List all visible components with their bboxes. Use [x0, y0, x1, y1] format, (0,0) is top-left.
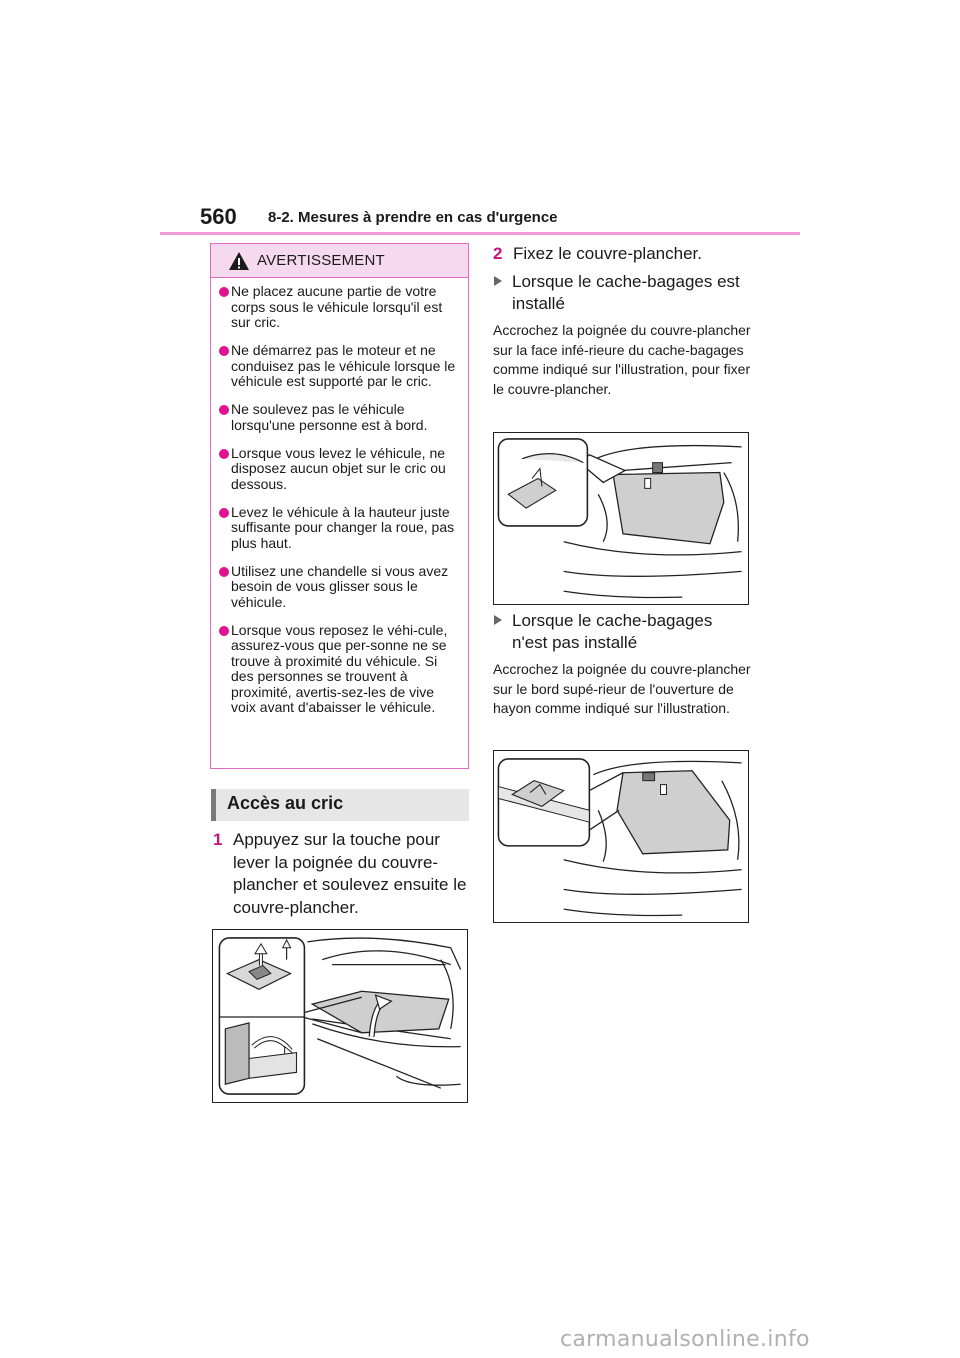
warning-box: [210, 243, 469, 769]
step-1: [213, 829, 469, 917]
case-description-without-cover: Accrochez la poignée du couvre-plancher sur le bord supé-rieur de l'ouverture de hayon comme indiqué sur l'illustration.: [493, 661, 751, 716]
illustration-lift-floor-cover: [212, 929, 468, 1103]
page-number: 560: [200, 204, 237, 229]
bullet-dot-icon: [219, 346, 229, 356]
trunk-floor-cover-illustration: [213, 930, 467, 1102]
warning-item: Utilisez une chandelle si vous avez besoin de vous glisser sous le véhicule.: [219, 564, 458, 611]
illustration-cover-with-tonneau: [493, 432, 749, 605]
bullet-dot-icon: [219, 626, 229, 636]
bullet-dot-icon: [219, 449, 229, 459]
header-divider: [160, 232, 800, 235]
illustration-cover-without-tonneau: [493, 750, 749, 923]
warning-triangle-icon: [228, 251, 250, 271]
case-description-with-cover: Accrochez la poignée du couvre-plancher sur la face infé-rieure du cache-bagages comme indiqué sur l'illustration, pour fixer le couvre-plancher.: [493, 322, 751, 397]
section-title: 8-2. Mesures à prendre en cas d'urgence: [268, 209, 558, 226]
tonneau-installed-illustration: [494, 433, 748, 604]
triangle-bullet-icon: [494, 615, 502, 625]
subheading-label: Accès au cric: [227, 793, 344, 813]
warning-title: AVERTISSEMENT: [257, 252, 385, 269]
bullet-dot-icon: [219, 508, 229, 518]
warning-item: Ne placez aucune partie de votre corps sous le véhicule lorsqu'il est sur cric.: [219, 284, 458, 331]
case-heading-with-cover: Lorsque le cache-bagages est installé: [494, 271, 754, 315]
bullet-dot-icon: [219, 287, 229, 297]
warning-item: Lorsque vous levez le véhicule, ne disposez aucun objet sur le cric ou dessous.: [219, 446, 458, 493]
watermark: carmanualsonline.info: [560, 1327, 810, 1352]
warning-list: [219, 284, 458, 728]
step-number: 2: [493, 244, 503, 263]
bullet-dot-icon: [219, 405, 229, 415]
warning-item: Levez le véhicule à la hauteur juste suffisante pour changer la roue, pas plus haut.: [219, 505, 458, 552]
step-text: Appuyez sur la touche pour lever la poignée du couvre-plancher et soulevez ensuite le couvre-plancher.: [233, 830, 467, 917]
warning-item: Ne démarrez pas le moteur et ne conduisez pas le véhicule lorsque le véhicule est supporté par le cric.: [219, 343, 458, 390]
step-2: [493, 243, 753, 266]
warning-item: Ne soulevez pas le véhicule lorsqu'une personne est à bord.: [219, 402, 458, 433]
tonneau-removed-illustration: [494, 751, 748, 922]
bullet-dot-icon: [219, 567, 229, 577]
case-heading-without-cover: Lorsque le cache-bagages n'est pas installé: [494, 610, 754, 654]
warning-header: [211, 244, 468, 278]
subheading-bar: [211, 789, 469, 821]
step-number: 1: [213, 830, 223, 849]
triangle-bullet-icon: [494, 276, 502, 286]
step-text: Fixez le couvre-plancher.: [513, 244, 702, 263]
warning-item: Lorsque vous reposez le véhi-cule, assurez-vous que per-sonne ne se trouve à proximité du véhicule. Si des personnes se trouvent à proximité, avertis-sez-les de vive voix avant d'abaisser le véhicule.: [219, 623, 458, 716]
